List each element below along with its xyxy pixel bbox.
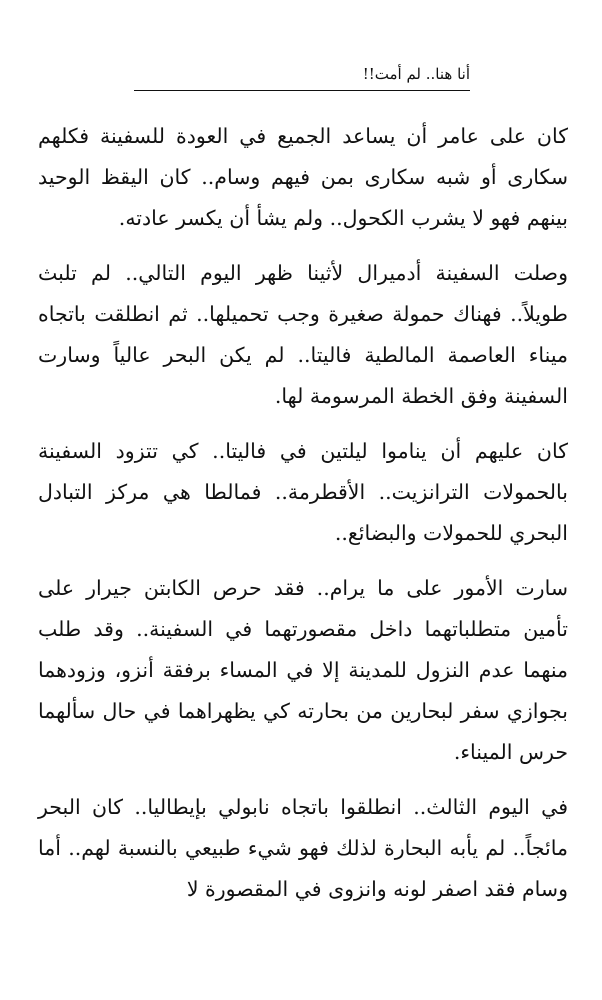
running-header-title: أنا هنا.. لم أمت!! bbox=[134, 64, 470, 91]
paragraph-4: سارت الأمور على ما يرام.. فقد حرص الكابتن جيرار على تأمين متطلباتهما داخل مقصورتهما في السفينة.. وقد طلب منهما عدم النزول للمدينة إلا في المساء برفقة أنزو، وزودهما بجوازي سفر لبحارين من بحارته كي يظهراهما في حال سألهما حرس الميناء. bbox=[38, 576, 569, 764]
paragraph-5: في اليوم الثالث.. انطلقوا باتجاه نابولي بإيطاليا.. كان البحر مائجاً.. لم يأبه البحارة لذلك فهو شيء طبيعي بالنسبة لهم.. أما وسام فقد اصفر لونه وانزوى في المقصورة لا bbox=[38, 795, 568, 901]
paragraph-1: كان على عامر أن يساعد الجميع في العودة للسفينة فكلهم سكارى أو شبه سكارى بمن فيهم وسام.. كان اليقظ الوحيد بينهم فهو لا يشرب الكحول.. ولم يشأ أن يكسر عادته. bbox=[38, 124, 568, 230]
paragraph-2: وصلت السفينة أدميرال لأثينا ظهر اليوم التالي.. لم تلبث طويلاً.. فهناك حمولة صغيرة وجب تحميلها.. ثم انطلقت باتجاه ميناء العاصمة المالطية فاليتا.. لم يكن البحر عالياً وسارت السفينة وفق الخطة المرسومة لها. bbox=[38, 261, 568, 408]
page-body-text bbox=[38, 116, 568, 924]
paragraph-3: كان عليهم أن يناموا ليلتين في فاليتا.. كي تتزود السفينة بالحمولات الترانزيت.. الأقطرمة.. فمالطا هي مركز التبادل البحري للحمولات والبضائع.. bbox=[38, 439, 568, 545]
